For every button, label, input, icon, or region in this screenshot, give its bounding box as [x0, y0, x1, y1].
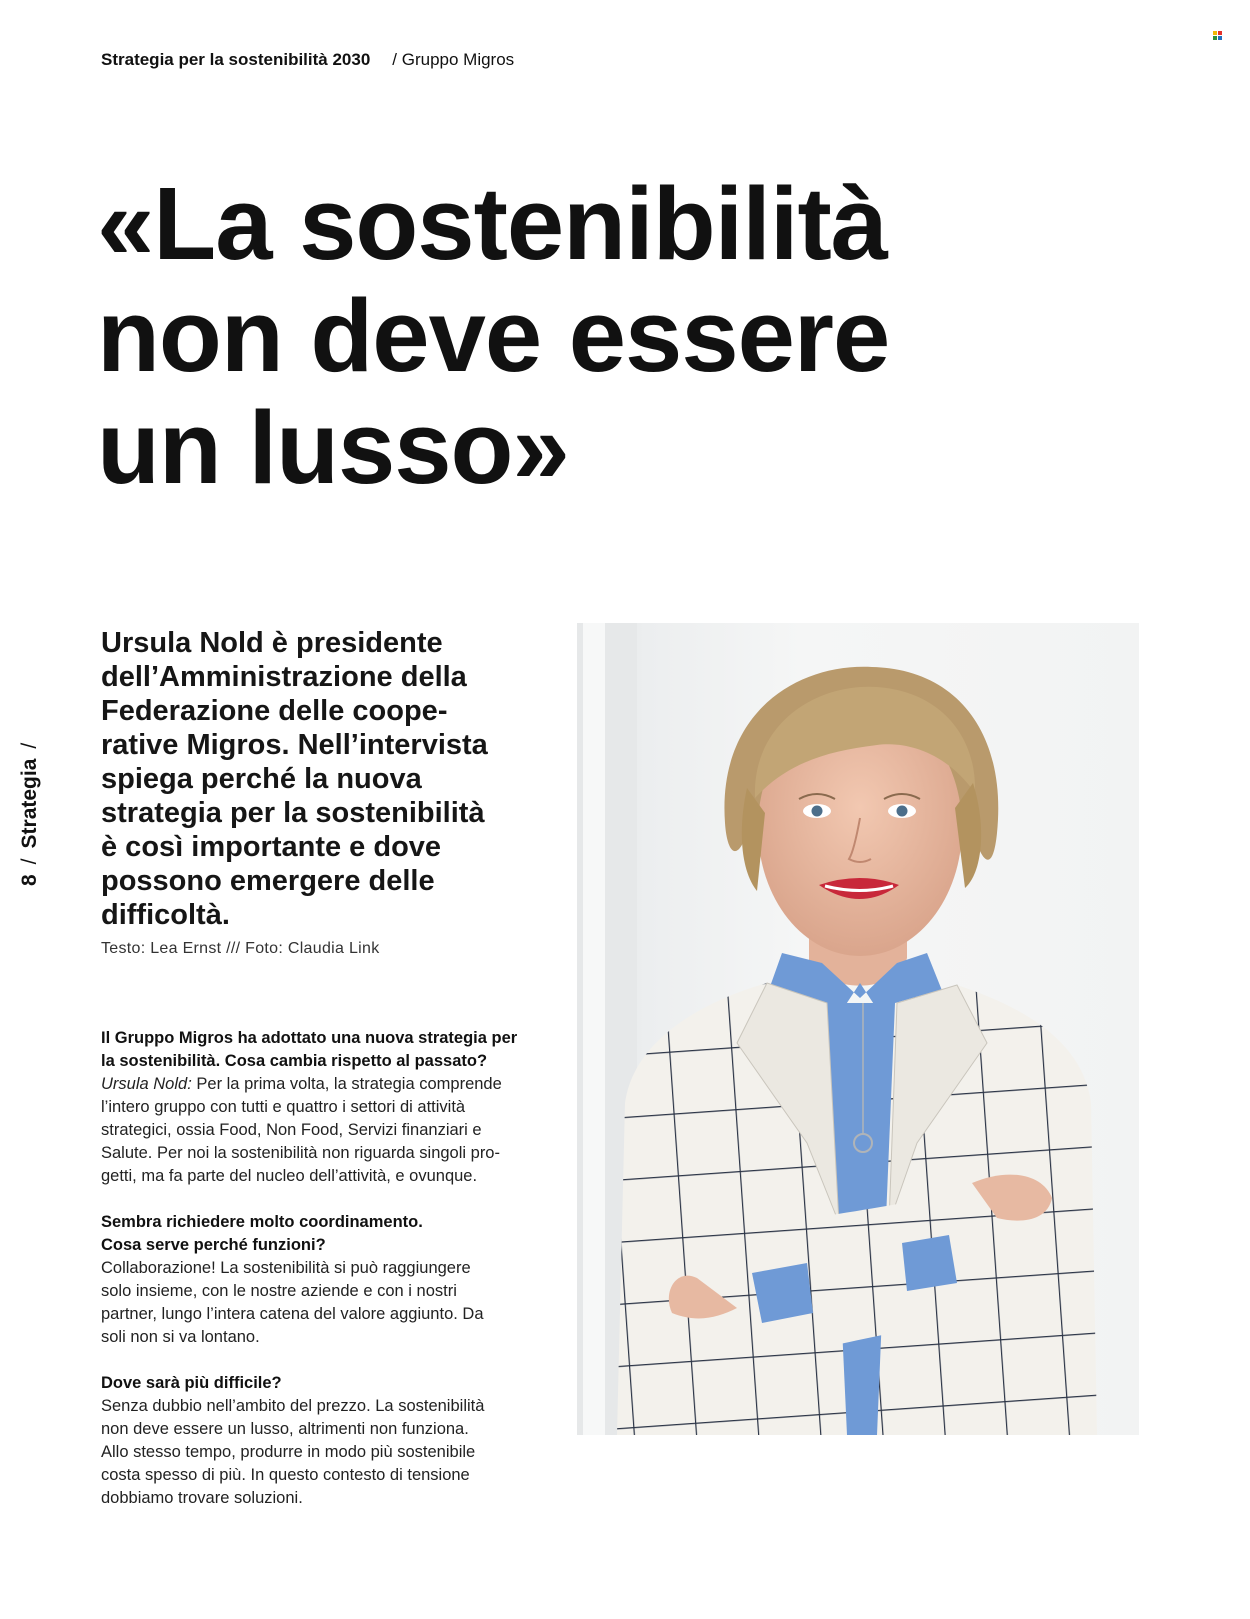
- portrait-photo: [577, 623, 1139, 1435]
- lead-line: spiega perché la nuova: [101, 763, 422, 795]
- question-line: Cosa serve perché funzioni?: [101, 1236, 326, 1254]
- author-credits: Testo: Lea Ernst /// Foto: Claudia Link: [101, 940, 380, 957]
- interview-body: [101, 1027, 551, 1533]
- lead-line: è così importante e dove: [101, 831, 442, 863]
- portrait-illustration: [577, 623, 1139, 1435]
- answer-line: dobbiamo trovare soluzioni.: [101, 1489, 303, 1507]
- intro-lead: [101, 626, 531, 932]
- answer-line: Allo stesso tempo, produrre in modo più sostenibile: [101, 1443, 476, 1461]
- page-number: 8: [18, 874, 41, 886]
- brand-logo-icon: [1213, 31, 1222, 40]
- answer-line: [101, 1073, 551, 1096]
- publication-title: Strategia per la sostenibilità 2030: [101, 50, 371, 69]
- running-header: [101, 50, 514, 70]
- answer-line: soli non si va lontano.: [101, 1328, 260, 1346]
- answer-line: strategici, ossia Food, Non Food, Servizi finanziari e: [101, 1121, 482, 1139]
- lead-line: strategia per la sostenibilità: [101, 797, 485, 829]
- headline-line: un lusso»: [97, 390, 569, 505]
- question-line: Dove sarà più difficile?: [101, 1374, 282, 1392]
- section-name: Strategia: [18, 758, 41, 849]
- section-side-label: [18, 733, 42, 886]
- answer-line: non deve essere un lusso, altrimenti non funziona.: [101, 1420, 469, 1438]
- answer-line: getti, ma fa parte del nucleo dell’attività, e ovunque.: [101, 1167, 478, 1185]
- lead-line: difficoltà.: [101, 899, 230, 931]
- answer-line: costa spesso di più. In questo contesto di tensione: [101, 1466, 470, 1484]
- answer-line: solo insieme, con le nostre aziende e con i nostri: [101, 1282, 457, 1300]
- publication-section: / Gruppo Migros: [392, 50, 515, 69]
- answer-line: Salute. Per noi la sostenibilità non riguarda singoli pro-: [101, 1144, 500, 1162]
- question-line: Sembra richiedere molto coordinamento.: [101, 1213, 423, 1231]
- interview-block: [101, 1211, 551, 1349]
- headline-line: non deve essere: [97, 278, 890, 393]
- answer-line: Collaborazione! La sostenibilità si può raggiungere: [101, 1259, 471, 1277]
- interview-block: [101, 1027, 551, 1188]
- lead-line: rative Migros. Nell’intervista: [101, 729, 488, 761]
- question-line: Il Gruppo Migros ha adottato una nuova strategia per: [101, 1029, 518, 1047]
- lead-line: Federazione delle coope-: [101, 695, 448, 727]
- interview-block: [101, 1372, 551, 1510]
- question-line: la sostenibilità. Cosa cambia rispetto al passato?: [101, 1052, 488, 1070]
- headline-line: «La sostenibilità: [97, 166, 888, 281]
- answer-line: partner, lungo l’intera catena del valore aggiunto. Da: [101, 1305, 484, 1323]
- lead-line: possono emergere delle: [101, 865, 435, 897]
- lead-line: dell’Amministrazione della: [101, 661, 467, 693]
- speaker-name: Ursula Nold:: [101, 1075, 192, 1093]
- answer-line: l’intero gruppo con tutti e quattro i settori di attività: [101, 1098, 466, 1116]
- side-separator: /: [18, 858, 41, 865]
- answer-line: Senza dubbio nell’ambito del prezzo. La sostenibilità: [101, 1397, 485, 1415]
- side-separator: /: [18, 742, 41, 749]
- answer-text: Per la prima volta, la strategia comprende: [191, 1075, 502, 1093]
- headline: [97, 168, 1097, 504]
- lead-line: Ursula Nold è presidente: [101, 627, 443, 659]
